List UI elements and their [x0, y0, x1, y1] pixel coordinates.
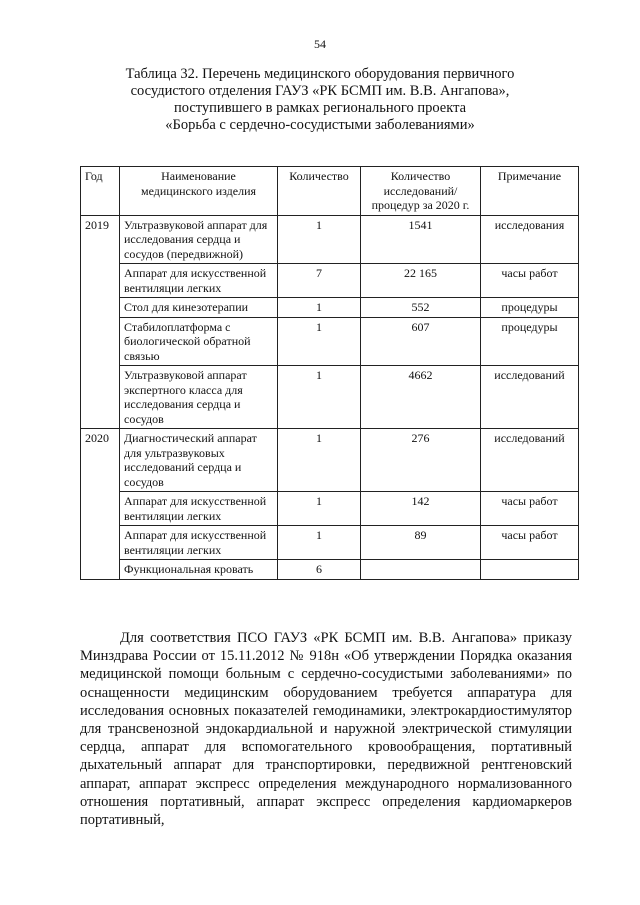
page-number: 54 [314, 37, 326, 51]
cell-qty: 1 [278, 526, 361, 560]
cell-qty: 1 [278, 215, 361, 264]
header-note: Примечание [481, 167, 579, 216]
cell-name: Диагностический аппарат для ультразвуковых исследований сердца и сосудов [120, 429, 278, 492]
cell-qty: 1 [278, 429, 361, 492]
cell-name: Аппарат для искусственной вентиляции легких [120, 492, 278, 526]
cell-name: Функциональная кровать [120, 560, 278, 580]
cell-note: процедуры [481, 317, 579, 366]
cell-procedures: 89 [361, 526, 481, 560]
cell-procedures: 142 [361, 492, 481, 526]
cell-qty: 1 [278, 492, 361, 526]
caption-line: Таблица 32. Перечень медицинского оборудования первичного [125, 66, 515, 82]
cell-name: Аппарат для искусственной вентиляции легких [120, 264, 278, 298]
table-row [81, 366, 579, 429]
cell-note: часы работ [481, 492, 579, 526]
cell-note: исследования [481, 215, 579, 264]
cell-procedures: 1541 [361, 215, 481, 264]
cell-year: 2020 [81, 429, 120, 580]
cell-qty: 1 [278, 366, 361, 429]
cell-note: исследований [481, 429, 579, 492]
table-body [81, 215, 579, 579]
header-procedures: Количество исследований/ процедур за 2020 г. [361, 167, 481, 216]
cell-note: исследований [481, 366, 579, 429]
table-row [81, 526, 579, 560]
table-row [81, 215, 579, 264]
cell-year: 2019 [81, 215, 120, 429]
cell-name: Ультразвуковой аппарат для исследования сердца и сосудов (передвижной) [120, 215, 278, 264]
table-row [81, 560, 579, 580]
header-qty: Количество [278, 167, 361, 216]
table-row [81, 429, 579, 492]
cell-note [481, 560, 579, 580]
equipment-table [80, 166, 579, 580]
cell-procedures [361, 560, 481, 580]
caption-line: «Борьба с сердечно-сосудистыми заболеваниями» [165, 117, 475, 133]
table-header-row [81, 167, 579, 216]
cell-procedures: 22 165 [361, 264, 481, 298]
cell-qty: 1 [278, 298, 361, 318]
cell-procedures: 276 [361, 429, 481, 492]
caption-line: сосудистого отделения ГАУЗ «РК БСМП им. В.В. Ангапова», [130, 83, 510, 99]
cell-procedures: 552 [361, 298, 481, 318]
paragraph: Для соответствия ПСО ГАУЗ «РК БСМП им. В.В. Ангапова» приказу Минздрава России от 15.11.2012 № 918н «Об утверждении Порядка оказания медицинской помощи больным с сердечно-сосудистыми заболеваниями» по оснащенности медицинским оборудованием требуется аппаратура для исследования основных показателей гемодинамики, электрокардиостимулятор для трансвенозной эндокардиальной и наружной электрической стимуляции сердца, аппарат для вспомогательного кровообращения, портативный дыхательный аппарат для транспортировки, передвижной рентгеновский аппарат, аппарат экспресс определения международного нормализованного отношения портативный, аппарат экспресс определения кардиомаркеров портативный, [80, 630, 572, 829]
caption-line: поступившего в рамках регионального проекта [173, 100, 467, 116]
cell-qty: 6 [278, 560, 361, 580]
header-name: Наименование медицинского изделия [120, 167, 278, 216]
table-row [81, 264, 579, 298]
cell-note: часы работ [481, 264, 579, 298]
cell-name: Стабилоплатформа с биологической обратной связью [120, 317, 278, 366]
cell-qty: 7 [278, 264, 361, 298]
cell-qty: 1 [278, 317, 361, 366]
cell-name: Стол для кинезотерапии [120, 298, 278, 318]
table-caption [80, 66, 560, 134]
cell-name: Аппарат для искусственной вентиляции легких [120, 526, 278, 560]
table-row [81, 298, 579, 318]
table-row [81, 492, 579, 526]
cell-note: процедуры [481, 298, 579, 318]
cell-note: часы работ [481, 526, 579, 560]
cell-procedures: 4662 [361, 366, 481, 429]
table-row [81, 317, 579, 366]
header-year: Год [81, 167, 120, 216]
body-text [80, 629, 572, 829]
cell-procedures: 607 [361, 317, 481, 366]
cell-name: Ультразвуковой аппарат экспертного класса для исследования сердца и сосудов [120, 366, 278, 429]
